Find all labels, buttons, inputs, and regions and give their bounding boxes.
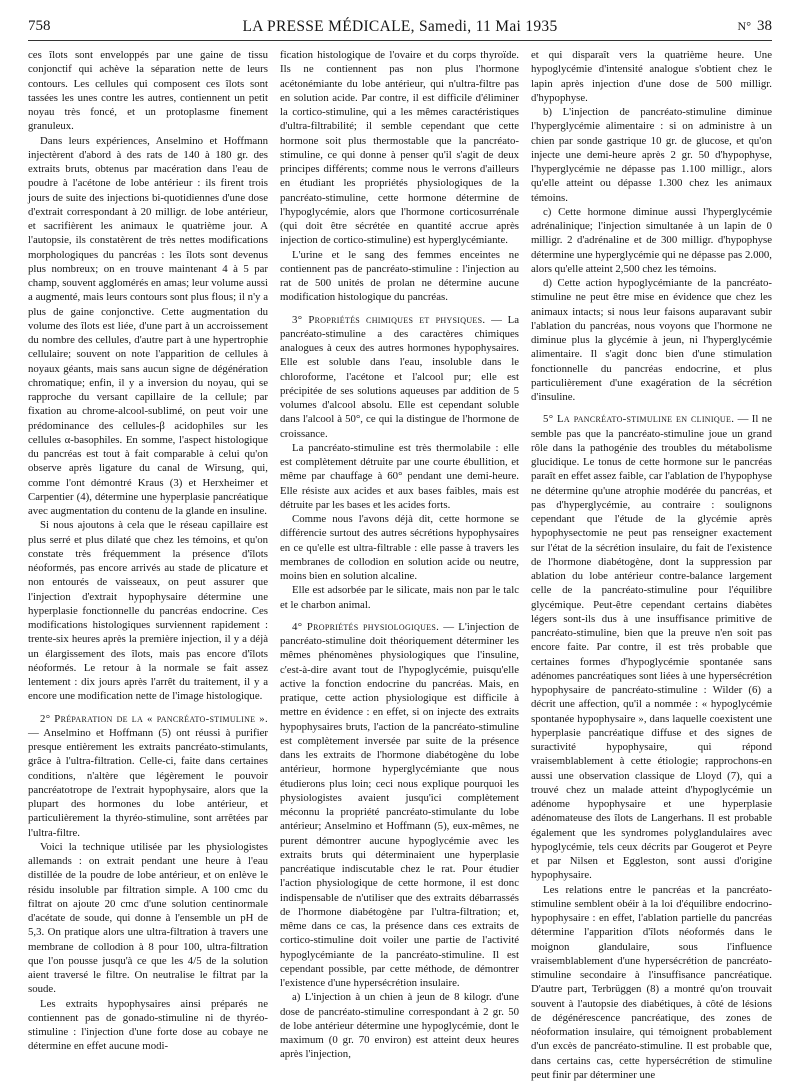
paragraph: Elle est adsorbée par le silicate, mais non par le talc et le charbon animal. xyxy=(280,584,519,611)
paragraph: b) L'injection de pancréato-stimuline diminue l'hyperglycémie alimentaire : si on administre à un chien par sonde gastrique 10 gr. de glucose, et qu'on injecte une demi-heure après 2 gr. 50 d'hypophyse, l'hyperglycémie ne dépasse pas 1.100 milligr., alors qu'elle atteint ou dépasse 1.300 chez les animaux témoins. xyxy=(531,106,772,204)
column-1 xyxy=(28,48,268,1068)
paragraph: Si nous ajoutons à cela que le réseau capillaire est plus serré et plus dilaté que chez les témoins, et qu'on constate très fréquemment la présence d'îlots néoformés, pas encore arrivés au stade de plicature et non entourés de vaisseaux, on peut assurer que l'injection d'extrait hypophysaire détermine une hyperplasie fonctionnelle du pancréas endocrine. Ces modifications histologiques surviennent rapidement : trente-six heures après la première injection, il y a déjà un élargissement des îlots, mais pas encore d'îlots néoformés. Le retour à la normale se fait assez lentement : dix jours après l'arrêt du traitement, il y a encore une modification nette de l'image histologique. xyxy=(28,519,268,703)
section-4-paragraph xyxy=(280,620,519,991)
paragraph: ces îlots sont enveloppés par une gaine de tissu conjonctif qui achève la séparation nette de leurs contours. Les cellules qui composent ces îlots sont tassées les unes contre les autres, contiennent un petit noyau très foncé, et un protoplasme finement granuleux. xyxy=(28,49,268,133)
section-5-heading: 5° La pancréato-stimuline en clinique. xyxy=(543,413,735,426)
paragraph: d) Cette action hypoglycémiante de la pancréato-stimuline ne peut être mise en évidence que chez les animaux intacts; si nous leur faisons auparavant subir l'ablation du pancréas, nous voyons que l'hormone ne diminue plus la glycémie à jeun, ni l'hyperglycémie alimentaire. Il s'agit donc bien d'une stimulation fonctionnelle du pancréas endocrine, et plus particulièrement d'une exagération de la sécrétion d'insuline. xyxy=(531,277,772,403)
paragraph: Les relations entre le pancréas et la pancréato-stimuline semblent obéir à la loi d'équilibre endocrino-hypophysaire : en effet, l'ablation partielle du pancréas détermine l'apparition d'îlots néoformés dans le moignon glandulaire, sous l'influence vraisemblablement d'une hypersécrétion de pancréato-stimuline secondaire à l'insuffisance pancréatique. D'autre part, Terbrüggen (8) a montré qu'on trouvait souvent à l'autopsie des diabétiques, à côté de lésions de dégénérescence pancréatique, des zones de néoformation insulaire, qui témoignent probablement d'un excès de pancréato-stimuline. Il est probable que, dans certains cas, cette hypersécrétion de stimuline peut finir par déterminer une xyxy=(531,883,772,1081)
paragraph: Voici la technique utilisée par les physiologistes allemands : on extrait pendant une heure à l'eau distillée de la poudre de lobe antérieur, et on enlève le résidu insoluble par filtration simple. A 100 cmc du filtrat on ajoute 20 cmc d'une solution centinormale d'acétate de soude, qui donne à l'ensemble un pH de 5,3. On pratique alors une ultra-filtration à travers une membrane de collodion à 8 pour 100, ultra-filtration que l'on pousse jusqu'à ce que les 4/5 de la solution aient traversé le filtre. On neutralise le filtrat par la soude. xyxy=(28,840,268,996)
page-header xyxy=(28,18,772,40)
section-4-text: — L'injection de pancréato-stimuline doit théoriquement déterminer les mêmes phénomènes physiologiques que l'insuline, c'est-à-dire avant tout de l'hypoglycémie, puisqu'elle active la fonction endocrine du pancréas. Mais, en pratique, cette action physiologique est difficile à mettre en évidence : en effet, si on injecte des extraits hypophysaires bruts, l'action de la pancréato-stimuline est complètement inversée par suite de la présence dans les extraits de l'hormone diabétogène du lobe antérieur, hormone hyperglycémiante que nous étudierons plus loin; ceci nous explique pourquoi les physiologistes avaient jusqu'ici complètement méconnu la propriété pancréato-stimulante du lobe antérieur; Anselmino et Hoffmann (5), eux-mêmes, ne purent démontrer aucune hypoglycémie avec les extraits bruts qui déterminaient une hyperplasie pancréatique indiscutable chez le rat. Pour étudier l'action physiologique de cette hormone, il est donc indispensable de n'utiliser que des extraits débarrassés de l'hormone diabétogène par l'ultra-filtration; et, même dans ce cas, la présence dans ces extraits de cortico-stimuline doit voiler une partie de l'activité hypoglycémiante de la pancréato-stimuline. Il est cependant possible, par cette méthode, de démontrer l'existence d'une hypersécrétion insulaire. xyxy=(280,620,519,989)
paragraph: Dans leurs expériences, Anselmino et Hoffmann injectèrent d'abord à des rats de 140 à 180 gr. des extraits bruts, obtenus par macération dans l'eau de poudre à l'acétone de lobe antérieur : ils firent trois jours de suite des injections bi-quotidiennes d'une dose d'extrait correspondant à 20 milligr. de lobe antérieur, et sacrifièrent les animaux le quatrième jour. A l'autopsie, ils constatèrent de très nettes modifications morphologiques du pancréas : les îlots sont devenus plus nombreux; on en trouve maintenant 4 à 5 par champ, souvent agglomérés en amas; leur volume aussi a augmenté, mais leurs contours sont plus flous; il n'y a plus de gaine conjonctive. Cette augmentation du volume des îlots est liée, d'une part à un accroissement du nombre des cellules, d'autre part à une hypertrophie cellulaire; souvent on note l'apparition de cellules à noyaux géants, mais sans aucun signe de dégénération chromatique; enfin, il y a inversion du noyau, qui se rapproche du versant capillaire de la cellule; par fixation au chrome-alcool-sublimé, on peut voir une prédominance des cellules-β acidophiles sur les cellules α-basophiles. En somme, l'aspect histologique du pancréas est tout à fait comparable à celui qu'on observe après ligature du canal de Wirsung, qui, comme l'ont démontré Kraus (3) et Herxheimer et Carpentier (4), détermine une hyperplasie pancréatique avec augmentation du contenu de la glande en insuline. xyxy=(28,134,268,517)
section-5-text: — Il ne semble pas que la pancréato-stimuline joue un grand rôle dans la pathogénie des troubles du métabolisme glucidique. Le tonus de cette hormone sur le pancréas paraît en effet assez faible, car l'ablation de l'hypophyse ne détermine qu'une atrophie modérée du pancréas, et pas d'hyperglycémie, au contraire : soulignons cependant que l'étude de la glycémie après hypophysectomie ne peut pas renseigner exactement sur l'état de la sécrétion insulaire, du fait de l'existence de l'hormone diabétogène, dont la suppression par ablation du lobe antérieur contre-balance largement celle de la pancréato-stimuline pour l'équilibre glycémique. Peut-être cependant certains diabètes légers sont-ils dus à une insuffisance primitive de pancréato-stimuline, bien que la preuve n'en soit pas encore faite. Par contre, il est très probable que certaines formes d'hypoglycémie spontanée sans adénomes pancréatiques sont liées à une hypersécrétion hypophysaire de pancréato-stimuline : Wilder (6) a décrit une affection, qu'il a nommée : « hypoglycémie spontanée hypophysaire », dans laquelle coexistent une hyperplasie pancréatique diffuse et des signes de suractivité hypophysaire, qui répond vraisemblablement à cette étiologie; rapprochons-en aussi une observation classique de Lloyd (7), qui a trouvé chez un malade atteint d'hypoglycémie un adénome hypophysaire et une hyperplasie adénomateuse des îlots de Langerhans. Il est probable également que les syndromes polyglandulaires avec hypoglycémie, tels ceux décrits par Gougerot et Peyre et par Nilsen et Eggleston, sont aussi d'origine hypophysaire. xyxy=(531,413,772,882)
section-3-text: — La pancréato-stimuline a des caractères chimiques analogues à ceux des autres hormones hypophysaires. Elle est soluble dans l'eau, insoluble dans le chloroforme, l'acétone et l'alcool pur; elle est précipitée de ses solutions aqueuses par addition de 5 volumes d'alcool absolu. Elle est cependant soluble dans l'alcool à 50°, ce qui la distingue de l'hormone de croissance. xyxy=(280,313,519,440)
paragraph: Les extraits hypophysaires ainsi préparés ne contiennent pas de gonado-stimuline ni de thyréo-stimuline : l'injection d'une forte dose au cobaye ne détermine en effet aucune modi- xyxy=(28,997,268,1053)
issue-number xyxy=(738,18,772,35)
page-number: 758 xyxy=(28,18,51,34)
section-2-heading: 2° Préparation de la « pancréato-stimuline ». xyxy=(40,712,268,725)
paragraph: La pancréato-stimuline est très thermolabile : elle est complètement détruite par une courte ébullition, et même par chauffage à 60° pendant une demi-heure. Elle résiste aux acides et aux bases faibles, mais est détruite par les bases et les acides forts. xyxy=(280,441,519,511)
paragraph: a) L'injection à un chien à jeun de 8 kilogr. d'une dose de pancréato-stimuline correspondant à 2 gr. 50 de lobe antérieur détermine une hypoglycémie, dont le maximum (0 gr. 70 environ) est atteint deux heures après l'injection, xyxy=(280,991,519,1061)
paragraph: fication histologique de l'ovaire et du corps thyroïde. Ils ne contiennent pas non plus l'hormone acétonémiante du lobe antérieur, qui n'ultra-filtre pas en solution acide. Par contre, il est difficile d'éliminer la cortico-stimuline, qui a les mêmes caractéristiques d'ultra-filtrabilité; il semble cependant que cette hormone soit plus thermostable que la pancréato-stimuline, ce qui donne à penser qu'il s'agit de deux principes différents; comme nous le verrons d'ailleurs en étudiant les propriétés physiologiques de la pancréato-stimuline, cette hormone détermine de l'hypoglycémie, alors que l'hormone corticosurrénale (qui doit être sécrétée en quantité accrue après injection de cortico-stimuline) est hyperglycémiante. xyxy=(280,49,519,247)
section-2-paragraph xyxy=(28,712,268,840)
column-3 xyxy=(531,48,772,1081)
paragraph: et qui disparaît vers la quatrième heure. Une hypoglycémie d'intensité analogue s'obtient chez le lapin après injection d'une dose de 500 milligr. d'hypophyse. xyxy=(531,49,772,104)
paragraph: c) Cette hormone diminue aussi l'hyperglycémie adrénalinique; l'injection simultanée à un lapin de 0 milligr. 2 d'adrénaline et de 300 milligr. d'hypophyse détermine une hyperglycémie qui ne dépasse pas 2.000, alors qu'elle atteint 2,500 chez les témoins. xyxy=(531,205,772,275)
paragraph: L'urine et le sang des femmes enceintes ne contiennent pas de pancréato-stimuline : l'injection au rat de 500 unités de prolan ne détermine aucune modification histologique du pancréas. xyxy=(280,248,519,304)
section-3-paragraph xyxy=(280,313,519,441)
issue-prefix: N° xyxy=(737,19,751,33)
section-4-heading: 4° Propriétés physiologiques. xyxy=(292,620,440,633)
column-2 xyxy=(280,48,519,1068)
section-3-heading: 3° Propriétés chimiques et physiques. xyxy=(292,313,486,326)
header-rule xyxy=(28,40,772,41)
section-2-text: — Anselmino et Hoffmann (5) ont réussi à purifier presque entièrement les extraits pancréato-stimulants, grâce à l'ultra-filtration. Celle-ci, faite dans certaines conditions, n'altère que légèrement le pouvoir pancréatotrope de l'extrait hypophysaire, alors que la plupart des hormones du lobe antérieur, et particulièrement la thyréo-stimuline, sont arrêtées par l'ultra-filtre. xyxy=(28,726,268,839)
paragraph: Comme nous l'avons déjà dit, cette hormone se différencie surtout des autres sécrétions hypophysaires en ce qu'elle est ultra-filtrable : elle passe à travers les membranes de collodion en solution acide ou neutre, moins bien en solution alcaline. xyxy=(280,513,519,582)
section-5-paragraph xyxy=(531,412,772,882)
journal-title: LA PRESSE MÉDICALE, Samedi, 11 Mai 1935 xyxy=(242,18,558,35)
issue-value: 38 xyxy=(757,18,772,34)
